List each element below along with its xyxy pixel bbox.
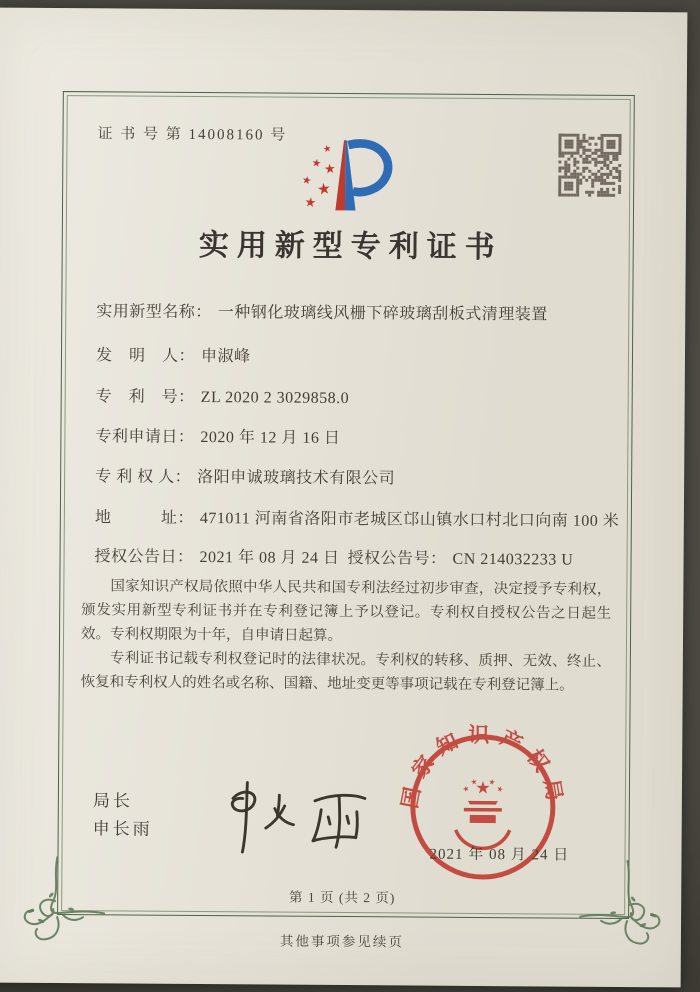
field-label: 专利申请日： [95, 428, 195, 446]
certificate-title: 实用新型专利证书 [198, 229, 503, 265]
field-pair-grant-no [348, 545, 574, 570]
commissioner-name: 申长雨 [92, 819, 153, 839]
field-value: 洛阳申诚玻璃技术有限公司 [197, 469, 396, 488]
continuation-note: 其他事项参见续页 [279, 933, 404, 950]
field-label: 授权公告日： [94, 548, 194, 566]
qr-code-icon [558, 134, 621, 197]
seal-text: 国家知识产权局 [397, 722, 569, 812]
field-label: 地 址： [94, 509, 194, 527]
legal-paragraph-2: 专利证书记载专利权登记时的法律状况。专利权的转移、质押、无效、终止、恢复和专利权人的姓名或名称、国籍、地址变更等事项记载在专利登记簿上。 [80, 650, 611, 694]
field-value: 2020 年 12 月 16 日 [200, 429, 341, 448]
bottom-left-ornament-icon [11, 851, 106, 946]
field-row-name [96, 298, 548, 324]
field-row-filing-date [95, 423, 340, 448]
field-label: 授权公告号： [347, 550, 447, 568]
field-label: 专 利 号： [95, 388, 195, 406]
page-indicator: 第 1 页 (共 2 页) [288, 889, 396, 906]
legal-paragraph-1: 国家知识产权局依照中华人民共和国专利法经过初步审查，决定授予专利权，颁发实用新型专利证书并在专利登记簿上予以登记。专利权自授权公告之日起生效。专利权期限为十年，自申请日起算。 [80, 578, 612, 645]
legal-text-block [81, 574, 612, 698]
commissioner-title: 局长 [92, 791, 133, 811]
field-label: 专 利 权 人： [95, 468, 192, 486]
field-row-inventor [96, 342, 251, 366]
certificate-paper [0, 8, 687, 988]
bottom-right-ornament-icon [579, 855, 674, 950]
field-value: 申淑峰 [200, 348, 251, 366]
field-label: 实用新型名称： [96, 303, 212, 322]
field-row-grant [95, 543, 625, 570]
cnipa-logo-icon [294, 136, 420, 229]
handwritten-signature-icon [207, 775, 383, 858]
field-value: 471011 河南省洛阳市老城区邙山镇水口村北口向南 100 米 [199, 510, 620, 530]
field-row-patentee [95, 463, 395, 488]
field-value: ZL 2020 2 3029858.0 [200, 389, 350, 408]
seal-date: 2021 年 08 月 24 日 [429, 846, 570, 864]
svg-text:国家知识产权局 [397, 722, 568, 811]
field-value: 2021 年 08 月 24 日 [199, 549, 340, 568]
field-label: 发 明 人： [95, 347, 196, 365]
field-row-patent-no [96, 383, 350, 408]
field-row-address [95, 504, 620, 531]
certificate-number: 证 书 号 第 14008160 号 [97, 126, 288, 144]
official-seal-icon [397, 721, 568, 892]
field-value: CN 214032233 U [452, 550, 574, 569]
field-value: 一种钢化玻璃线风栅下碎玻璃刮板式清理装置 [217, 304, 548, 324]
